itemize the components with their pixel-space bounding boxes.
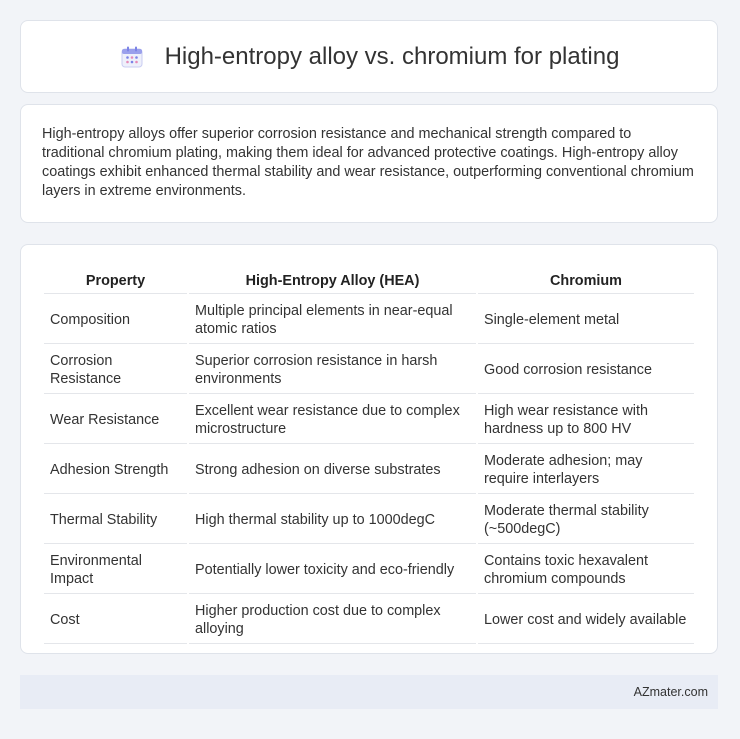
cell-hea: Higher production cost due to complex alloying (189, 596, 476, 644)
page-title: High-entropy alloy vs. chromium for plating (164, 42, 620, 70)
header-property: Property (44, 267, 187, 294)
table-row (44, 296, 694, 344)
cell-chromium: Lower cost and widely available (478, 596, 694, 644)
cell-hea: Superior corrosion resistance in harsh environments (189, 346, 476, 394)
cell-property: Thermal Stability (44, 496, 187, 544)
table-row (44, 496, 694, 544)
table-row (44, 346, 694, 394)
footer-bar (20, 675, 718, 709)
comparison-table (42, 265, 696, 646)
calendar-icon (119, 44, 145, 70)
cell-property: Composition (44, 296, 187, 344)
cell-chromium: Single-element metal (478, 296, 694, 344)
cell-property: Corrosion Resistance (44, 346, 187, 394)
cell-property: Wear Resistance (44, 396, 187, 444)
footer-brand[interactable]: AZmater.com (633, 685, 708, 699)
cell-property: Adhesion Strength (44, 446, 187, 494)
cell-hea: Multiple principal elements in near-equal atomic ratios (189, 296, 476, 344)
table-row (44, 546, 694, 594)
table-row (44, 396, 694, 444)
table-row (44, 596, 694, 644)
header-chromium: Chromium (478, 267, 694, 294)
header-hea: High-Entropy Alloy (HEA) (189, 267, 476, 294)
cell-chromium: Moderate thermal stability (~500degC) (478, 496, 694, 544)
cell-hea: Strong adhesion on diverse substrates (189, 446, 476, 494)
cell-property: Cost (44, 596, 187, 644)
cell-property: Environmental Impact (44, 546, 187, 594)
cell-chromium: Moderate adhesion; may require interlayers (478, 446, 694, 494)
table-row (44, 446, 694, 494)
cell-chromium: Contains toxic hexavalent chromium compounds (478, 546, 694, 594)
title-group (119, 43, 620, 71)
intro-paragraph: High-entropy alloys offer superior corrosion resistance and mechanical strength compared to traditional chromium plating, making them ideal for advanced protective coatings. High-entropy alloy coatings exhibit enhanced thermal stability and wear resistance, outperforming conventional chromium layers in extreme environments. (42, 126, 694, 199)
cell-hea: High thermal stability up to 1000degC (189, 496, 476, 544)
comparison-card (20, 244, 718, 654)
cell-hea: Potentially lower toxicity and eco-friendly (189, 546, 476, 594)
title-card (20, 20, 718, 93)
cell-chromium: High wear resistance with hardness up to 800 HV (478, 396, 694, 444)
cell-chromium: Good corrosion resistance (478, 346, 694, 394)
table-header-row (44, 267, 694, 294)
intro-card (20, 104, 718, 223)
cell-hea: Excellent wear resistance due to complex microstructure (189, 396, 476, 444)
